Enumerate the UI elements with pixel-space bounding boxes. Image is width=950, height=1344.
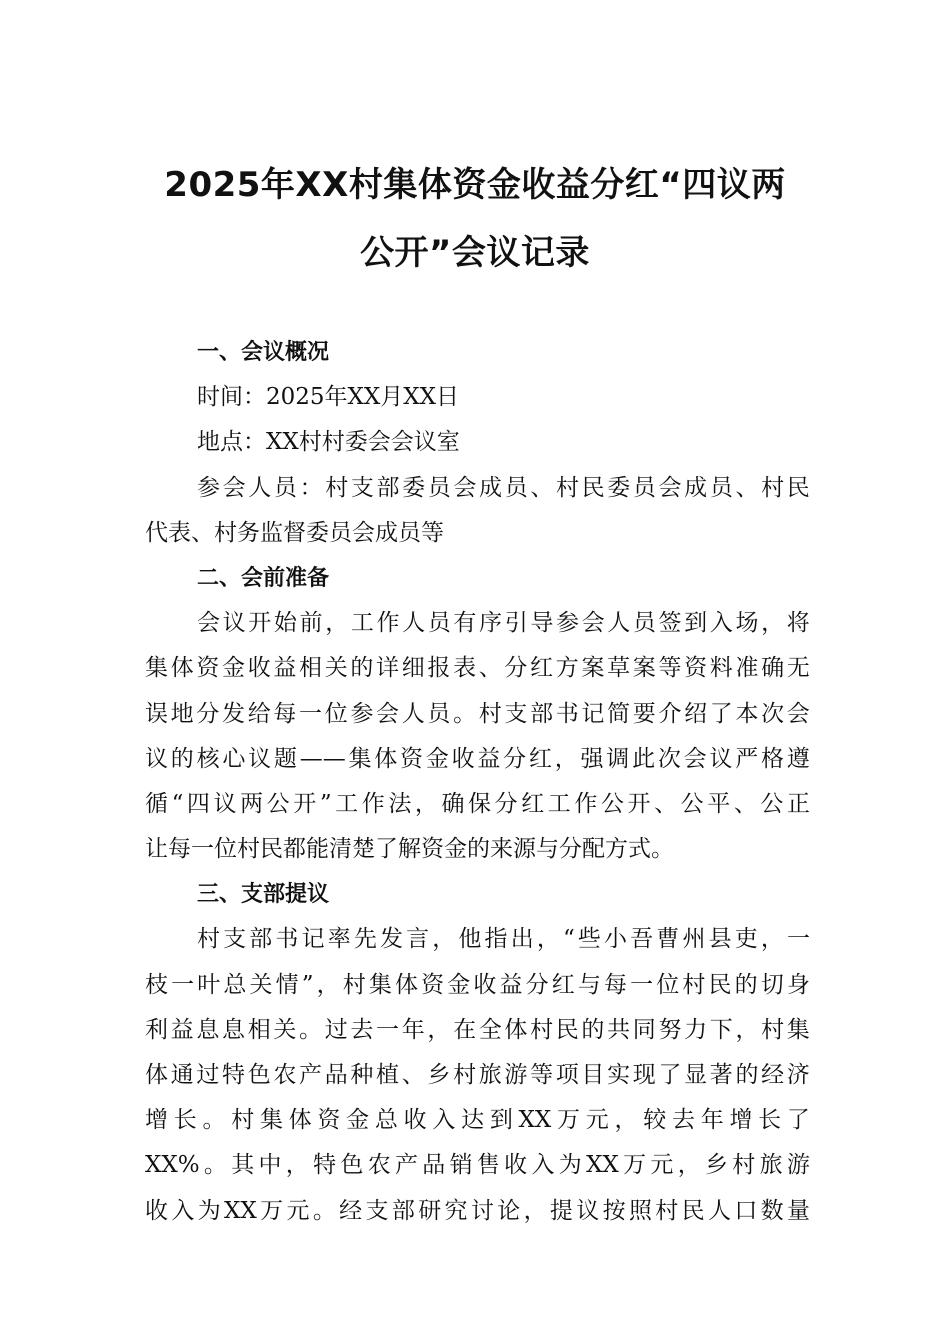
section-heading: 一、会议概况 [197,340,330,365]
document-title-line-2: 公开”会议记录 [360,233,590,273]
paragraph-line: 会 议 开 始 前 ， 工 作 人 员 有 序 引 导 参 会 人 员 签 到 入 场 ， 将 [197,610,810,637]
paragraph-line: 让每一位村民都能清楚了解资金的来源与分配方式。 [145,836,674,863]
paragraph-line: 地点：XX村村委会会议室 [197,429,460,456]
paragraph-line: 循 “ 四 议 两 公 开 ” 工 作 法 ， 确 保 分 红 工 作 公 开 、 公 平 、 公 正 [145,790,810,817]
document-body [145,330,810,1234]
paragraph-line: 时间：2025年XX月XX日 [197,384,460,411]
paragraph-line: 增 长 。 村 集 体 资 金 总 收 入 达 到 XX 万 元 ， 较 去 年 增 长 了 [145,1107,810,1134]
section-heading: 三、支部提议 [197,882,330,908]
paragraph-line: 枝 一 叶 总 关 情 ” ， 村 集 体 资 金 收 益 分 红 与 每 一 位 村 民 的 切 身 [145,971,810,998]
paragraph-line: 收 入 为 XX 万 元 。 经 支 部 研 究 讨 论 ， 提 议 按 照 村 民 人 口 数 量 [145,1197,810,1224]
paragraph-line: XX% 。 其 中 ， 特 色 农 产 品 销 售 收 入 为 XX 万 元 ， 乡 村 旅 游 [145,1152,810,1179]
paragraph-line: 代表、村务监督委员会成员等 [145,519,444,546]
paragraph-line: 误 地 分 发 给 每 一 位 参 会 人 员 。 村 支 部 书 记 简 要 介 绍 了 本 次 会 [145,700,810,727]
paragraph-line: 参 会 人 员 ： 村 支 部 委 员 会 成 员 、 村 民 委 员 会 成 员 、 村 民 [197,474,810,501]
paragraph-line: 村 支 部 书 记 率 先 发 言 ， 他 指 出 ， “ 些 小 吾 曹 州 县 吏 ， 一 [197,926,810,953]
paragraph-line: 利 益 息 息 相 关 。 过 去 一 年 ， 在 全 体 村 民 的 共 同 努 力 下 ， 村 集 [145,1016,810,1043]
paragraph-line: 议 的 核 心 议 题 —— 集 体 资 金 收 益 分 红 ， 强 调 此 次 会 议 严 格 遵 [145,745,810,772]
section-heading: 二、会前准备 [197,565,330,591]
paragraph-line: 体 通 过 特 色 农 产 品 种 植 、 乡 村 旅 游 等 项 目 实 现 了 显 著 的 经 济 [145,1062,810,1088]
paragraph-line: 集 体 资 金 收 益 相 关 的 详 细 报 表 、 分 红 方 案 草 案 等 资 料 准 确 无 [145,655,810,682]
document-title-line-1: 2025年XX村集体资金收益分红“四议两 [164,165,786,205]
